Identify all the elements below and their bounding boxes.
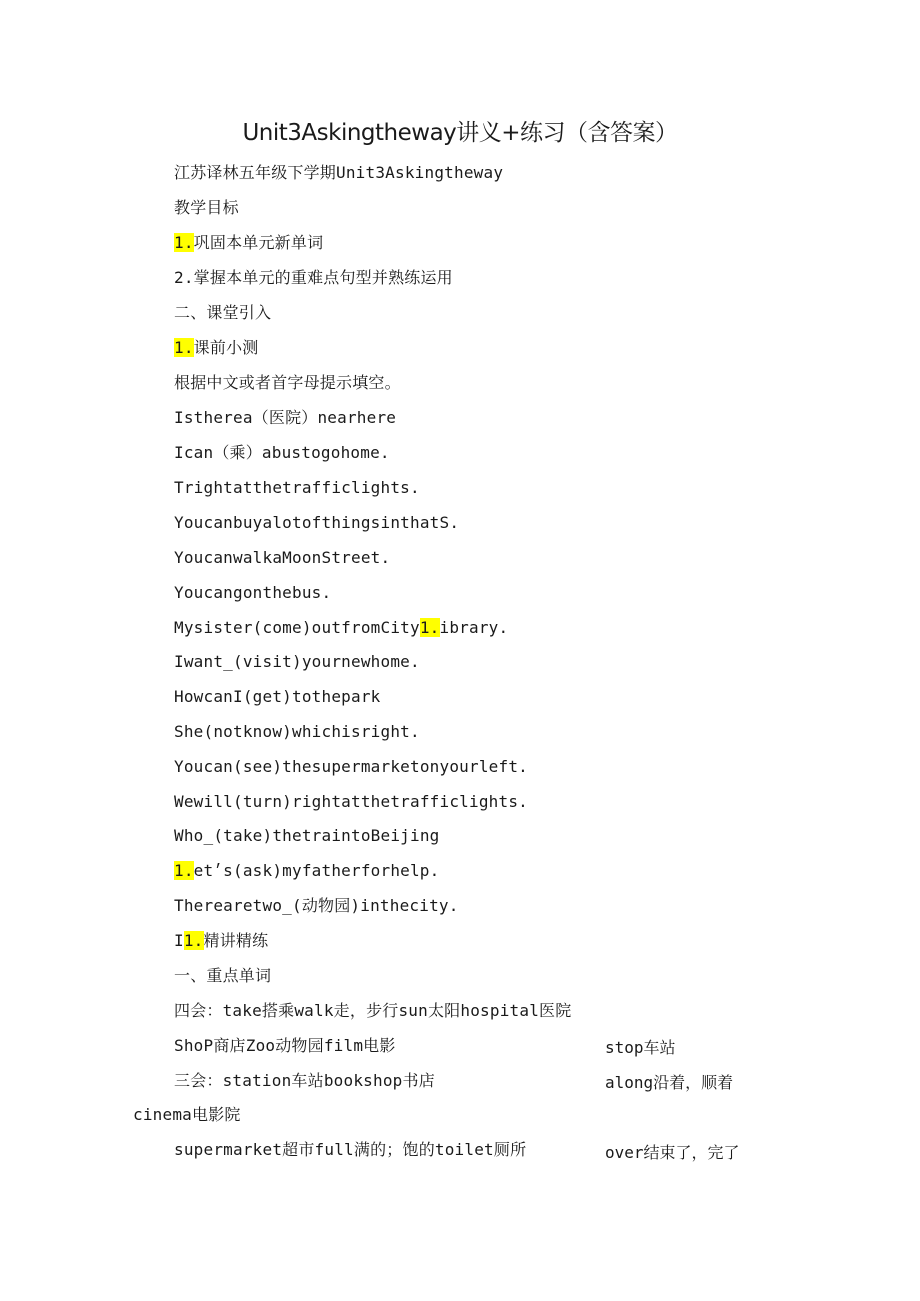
vocab-three-skills: 三会：station车站bookshop书店 [174, 1071, 435, 1090]
highlight-mark: 1. [174, 338, 194, 357]
exercise-line [174, 617, 508, 639]
vocab-right-column: over结束了，完了 [605, 1143, 740, 1162]
section-2-heading: 二、课堂引入 [174, 303, 272, 322]
exercise-line [174, 860, 439, 882]
exercise-line: Wewill(turn)rightatthetrafficlights. [174, 792, 528, 811]
exercise-line: Youcan(see)thesupermarketonyourleft. [174, 757, 528, 776]
exercise-line: Trightatthetrafficlights. [174, 478, 420, 497]
pretest-heading [174, 337, 258, 359]
exercise-text: et׳s(ask)myfatherforhelp. [193, 861, 440, 880]
objectives-heading: 教学目标 [174, 198, 239, 217]
exercise-line: Iwant_(visit)yournewhome. [174, 652, 420, 671]
exercise-line: She(notknow)whichisright. [174, 722, 420, 741]
objective-1 [174, 232, 323, 254]
vocab-right-column: along沿着，顺着 [605, 1073, 734, 1092]
exercise-line: Youcangonthebus. [174, 583, 332, 602]
instruction: 根据中文或者首字母提示填空。 [174, 373, 401, 392]
highlight-mark: 1. [174, 861, 194, 880]
section-3-heading [174, 930, 268, 952]
exercise-line: YoucanbuyalotofthingsinthatS. [174, 513, 460, 532]
exercise-line: Ican（乘）abustogohome. [174, 443, 390, 462]
highlight-mark: 1. [174, 233, 194, 252]
exercise-line: Istherea（医院）nearhere [174, 408, 397, 427]
vocab-four-skills: 四会：take搭乘walk走，步行sun太阳hospital医院 [174, 1001, 572, 1020]
vocab-right-column: stop车站 [605, 1038, 676, 1057]
objective-1-text: 巩固本单元新单词 [193, 233, 324, 252]
keywords-heading: 一、重点单词 [174, 966, 272, 985]
exercise-line: YoucanwalkaMoonStreet. [174, 548, 391, 567]
section-3-text: 精讲精练 [203, 931, 269, 950]
document-title: Unit3Askingtheway讲义+练习（含答案） [242, 120, 678, 146]
vocab-row: cinema电影院 [133, 1105, 241, 1124]
vocab-row: ShoP商店Zoo动物园film电影 [174, 1036, 396, 1055]
vocab-row: supermarket超市full满的；饱的toilet厕所 [174, 1140, 527, 1159]
exercise-line: Who_(take)thetraintoBeijing [174, 826, 440, 845]
exercise-text: Mysister(come)outfromCity [174, 618, 420, 637]
header-line: 江苏译林五年级下学期Unit3Askingtheway [174, 163, 504, 182]
exercise-line: Therearetwo_(动物园)inthecity. [174, 896, 459, 915]
objective-2: 2.掌握本单元的重难点句型并熟练运用 [174, 268, 453, 287]
highlight-mark: 1. [419, 618, 440, 637]
highlight-mark: 1. [183, 931, 204, 950]
section-3-prefix: I [174, 931, 184, 950]
exercise-line: HowcanI(get)tothepark [174, 687, 381, 706]
pretest-text: 课前小测 [193, 338, 259, 357]
exercise-text: ibrary. [439, 618, 509, 637]
